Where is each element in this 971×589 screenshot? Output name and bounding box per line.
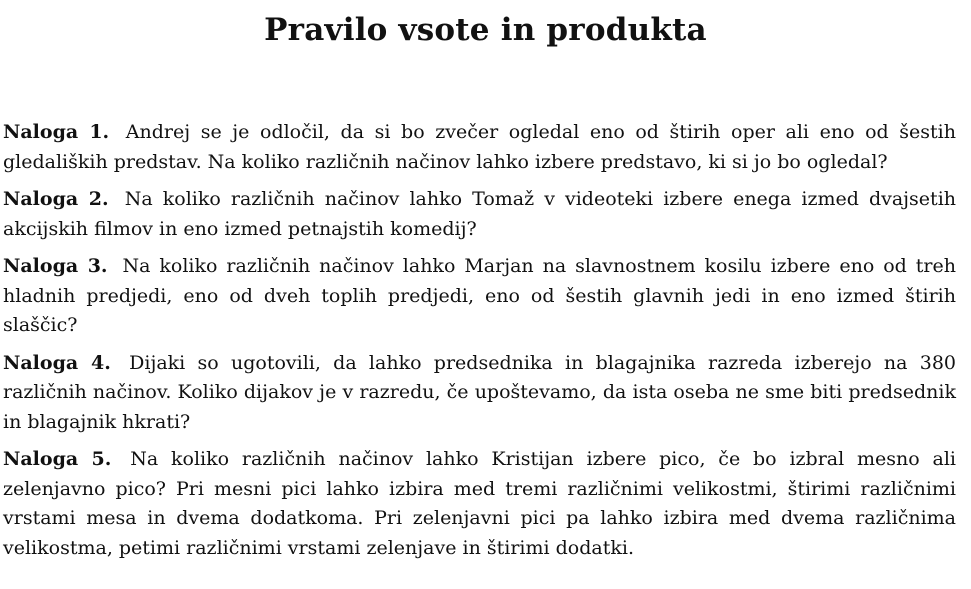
task-4 bbox=[3, 349, 956, 438]
task-2-text: Na koliko različnih načinov lahko Tomaž v videoteki izbere enega izmed dvajsetih akcijskih filmov in eno izmed petnajstih komedij? bbox=[3, 188, 957, 240]
task-3 bbox=[3, 252, 956, 341]
task-2 bbox=[3, 185, 956, 244]
page-title: Pravilo vsote in produkta bbox=[264, 12, 707, 48]
task-1-label: Naloga 1. bbox=[3, 121, 110, 143]
task-2-label: Naloga 2. bbox=[3, 188, 109, 210]
task-4-text: Dijaki so ugotovili, da lahko predsednika in blagajnika razreda izberejo na 380 različnih načinov. Koliko dijakov je v razredu, če upoštevamo, da ista oseba ne sme biti predsednik in blagajnik hkrati? bbox=[3, 351, 957, 433]
task-1-text: Andrej se je odločil, da si bo zvečer ogledal eno od štirih oper ali eno od šestih gledaliških predstav. Na koliko različnih načinov lahko izbere predstavo, ki si jo bo ogledal? bbox=[3, 121, 956, 173]
task-list bbox=[3, 118, 956, 571]
task-5-label: Naloga 5. bbox=[3, 448, 112, 470]
task-4-label: Naloga 4. bbox=[3, 351, 111, 374]
task-3-text: Na koliko različnih načinov lahko Marjan na slavnostnem kosilu izbere eno od treh hladnih predjedi, eno od dveh toplih predjedi, eno od šestih glavnih jedi in eno izmed štirih slaščic? bbox=[3, 255, 956, 336]
task-3-label: Naloga 3. bbox=[3, 255, 108, 277]
task-5 bbox=[3, 445, 956, 563]
task-1 bbox=[3, 118, 956, 177]
task-5-text: Na koliko različnih načinov lahko Kristijan izbere pico, če bo izbral mesno ali zelenjavno pico? Pri mesni pici lahko izbira med tremi različnimi velikostmi, štirimi različnimi vrstami mesa in dvema dodatkoma. Pri zelenjavni pici pa lahko izbira med dvema različnima velikostma, petimi različnimi vrstami zelenjave in štirimi dodatki. bbox=[3, 448, 956, 559]
